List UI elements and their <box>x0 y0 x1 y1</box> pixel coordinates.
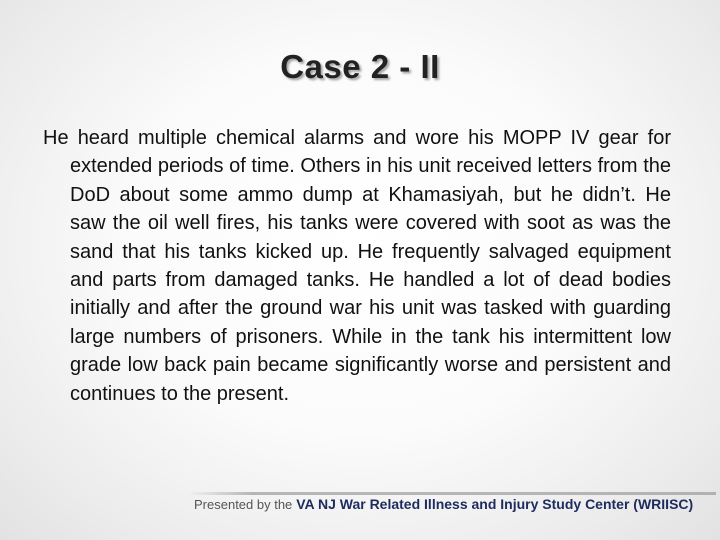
footer-prefix: Presented by the <box>194 497 293 512</box>
slide-title: Case 2 - II <box>280 48 440 85</box>
footer-organization: VA NJ War Related Illness and Injury Study Center (WRIISC) <box>296 496 694 512</box>
case-description: He heard multiple chemical alarms and wore his MOPP IV gear for extended periods of time. Others in his unit received letters from the DoD about some ammo dump at Khamasiyah, but he didn’t. He saw the oil well fires, his tanks were covered with soot as was the sand that his tanks kicked up. He frequently salvaged equipment and parts from damaged tanks. He handled a lot of dead bodies initially and after the ground war his unit was tasked with guarding large numbers of prisoners. While in the tank his intermittent low grade low back pain became significantly worse and persistent and continues to the present. <box>43 127 671 405</box>
footer-divider <box>188 492 716 495</box>
footer <box>194 496 693 512</box>
